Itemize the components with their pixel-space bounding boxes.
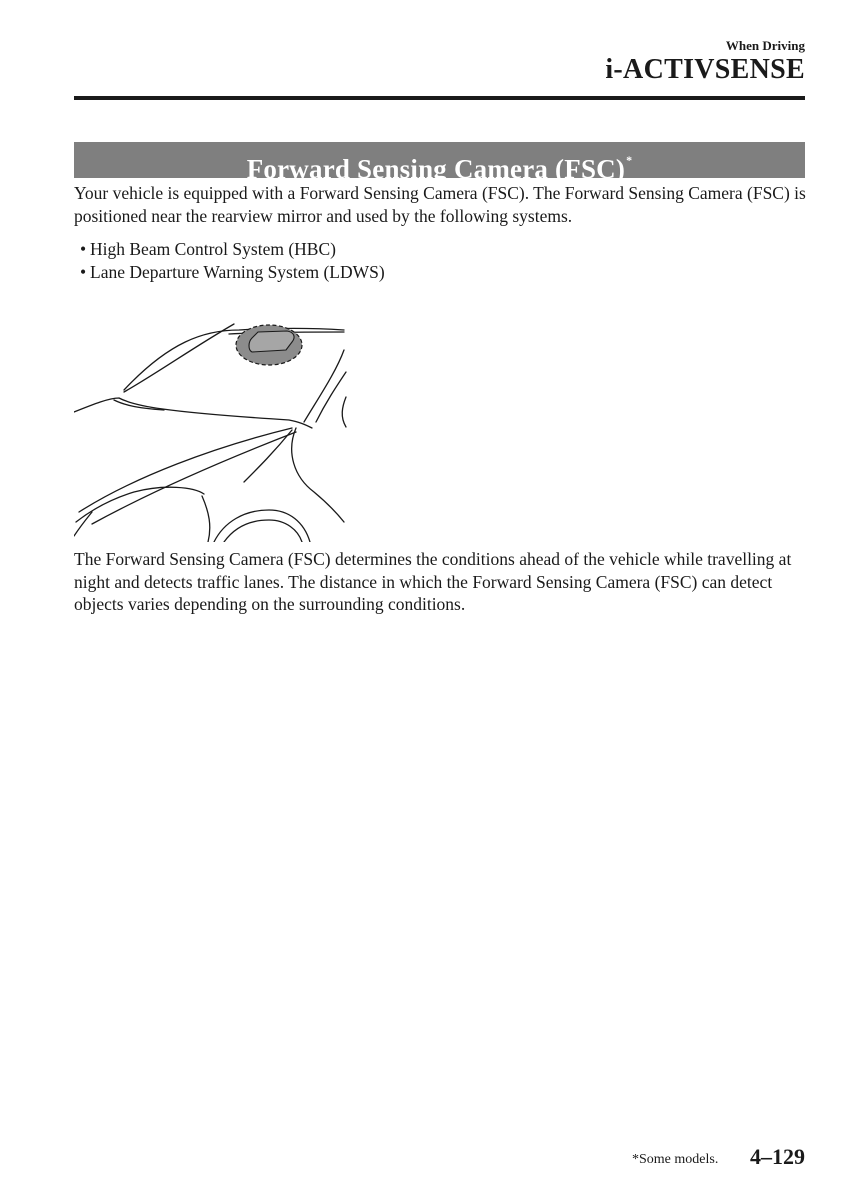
front-bumper-line: [74, 512, 92, 536]
intro-paragraph: Your vehicle is equipped with a Forward Sensing Camera (FSC). The Forward Sensing Camera (FSC) is positioned near the rearview mirror and used by the following systems.: [74, 183, 806, 226]
a-pillar-line: [124, 324, 234, 392]
description-paragraph: The Forward Sensing Camera (FSC) determines the conditions ahead of the vehicle while travelling at night and detects traffic lanes. The distance in which the Forward Sensing Camera (FSC) can detect objects varies depending on the surrounding conditions.: [74, 549, 792, 614]
bullet-glyph: •: [80, 262, 87, 282]
fender-front: [244, 430, 292, 482]
list-item-text: High Beam Control System (HBC): [90, 239, 336, 259]
bullet-glyph: •: [80, 239, 87, 259]
section-title: Forward Sensing Camera (FSC): [246, 154, 626, 184]
roof-line: [124, 329, 344, 391]
list-item: [80, 261, 385, 284]
list-item-text: Lane Departure Warning System (LDWS): [90, 262, 385, 282]
page-number: 4–129: [750, 1144, 805, 1169]
list-item: [80, 238, 385, 261]
systems-list: [80, 238, 385, 284]
some-models-marker: *: [626, 153, 633, 167]
cowl-line: [74, 398, 312, 428]
running-header-title: i-ACTIVSENSE: [605, 54, 805, 85]
door-frame-line: [342, 397, 346, 427]
camera-location-illustration: [74, 312, 352, 542]
wheel-arch-inner: [224, 520, 302, 542]
header-divider: [74, 96, 805, 100]
fender-crease: [292, 428, 344, 522]
footnote: *Some models.: [632, 1152, 719, 1167]
running-header-section: When Driving: [725, 38, 805, 53]
camera-housing-icon: [249, 331, 294, 352]
front-grille-line: [76, 487, 204, 522]
windshield-right-edge-inner: [316, 372, 346, 422]
section-title-bar: [74, 142, 805, 184]
fender-flare: [202, 496, 210, 542]
hood-line-upper: [79, 428, 292, 512]
windshield-right-edge: [304, 350, 344, 422]
